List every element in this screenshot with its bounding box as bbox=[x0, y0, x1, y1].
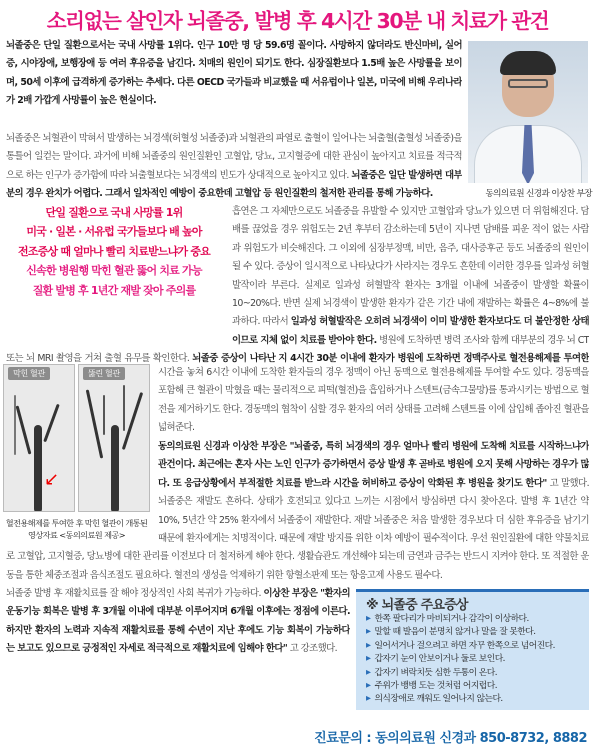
quote-bold: 동의의료원 신경과 이상찬 부장은 "뇌졸중, 특히 뇌경색의 경우 얼마나 빨리 병원에 도착해 치료를 시작하느냐가 관건이다. 최근에는 혼자 사는 노인 인구가 증가하면서 증상 발생 후 곧바로 병원에 오지 못해 사망하는 경우가 많다. 또 응급상황에서 부적절한 치료를 받느라 시간을 허비하고 증상이 악화된 후 병원을 찾기도 한다" bbox=[158, 441, 589, 489]
symptoms-box bbox=[356, 589, 589, 710]
rehab-bold: 이상찬 부장은 "환자의 운동기능 회복은 발병 후 3개월 이내에 대부분 이루어지며 6개월 이후에는 정점에 이른다. 하지만 환자의 노력과 지속적 재활치료를 통해 수년이 지난 후에도 기능 회복이 가능하다는 보고도 있으므로 긍정적인 자세로 적극적으로 재활치료에 임해야 한다" bbox=[6, 588, 350, 655]
risk-text: 흡연은 그 자체만으로도 뇌졸중을 유발할 수 있지만 고혈압과 당뇨가 있으면 더 위험해진다. 담배를 끊었을 경우 위험도는 2년 후부터 감소하는데 5년이 지나면 담배를 피운 적이 없는 사람과 위험도가 비슷해진다. 그 이외에 심장부정맥, 비만, 음주, 대사증후군 등도 뇌졸중의 원인이 될 수 있다. 증상이 일시적으로 나타났다가 사라지는 경우도 흔한데 이러한 경우를 일과성 허혈발작이라 부른다. 실제로 일과성 허혈발작 환자는 3개월 이내에 뇌졸중이 발생할 확률이 10~20%다. 반면 실제 뇌경색이 발생한 환자가 같은 기간 내에 재발하는 확률은 4~8%에 불과하다. 따라서 bbox=[232, 206, 589, 328]
images-caption: 혈전용해제를 투여한 후 막힌 혈관이 개통된 영상자료 <동의의료원 제공> bbox=[5, 518, 148, 540]
scan-opened-tag: 뚫린 혈관 bbox=[83, 367, 125, 380]
paragraph-intro bbox=[6, 37, 462, 130]
paragraph-rehab bbox=[6, 585, 350, 732]
symptom-item: ▶ 주위가 뱅뱅 도는 것처럼 어지럽다. bbox=[366, 680, 555, 693]
scan-blocked-tag: 막힌 혈관 bbox=[8, 367, 50, 380]
callout-line-2: 미국 · 일본 · 서유럽 국가들보다 배 높아 bbox=[26, 225, 202, 239]
treatment-text: 시간을 놓쳐 6시간 이내에 도착한 환자들의 경우 정맥이 아닌 동맥으로 혈전용해제를 투여할 수도 있다. 경동맥을 포함해 큰 혈관이 막혔을 때는 물리적으로 피떡(혈전)을 흡입하거나 스텐트(금속그물망)를 통과시키는 방법으로 혈전을 제거하기도 한다. 경동맥의 협착이 심할 경우 환자의 여러 상태를 고려해 스텐트를 이에 삽입해 좁아진 혈관을 넓혀준다. bbox=[158, 367, 589, 434]
symptom-item: ▶ 갑자기 눈이 안보이거나 둘로 보인다. bbox=[366, 653, 555, 666]
types-text: 뇌졸중은 뇌혈관이 막혀서 발생하는 뇌경색(허혈성 뇌졸중)과 뇌혈관의 파열로 출혈이 일어나는 뇌출혈(출혈성 뇌졸중)을 통틀어 일컫는 말이다. 과거에 비해 뇌졸중의 원인질환인 고혈압, 당뇨, 고지혈증에 대한 관심이 높아지고 치료를 적극적으로 하는 인구가 증가함에 따라 뇌출혈보다는 뇌경색의 빈도가 상대적으로 높아지고 있다. bbox=[6, 133, 462, 181]
doctor-photo bbox=[468, 41, 588, 183]
symptom-item: ▶ 일어서거나 걸으려고 하면 자꾸 한쪽으로 넘어진다. bbox=[366, 640, 555, 653]
symptom-item: ▶ 말할 때 발음이 분명치 않거나 말을 잘 못한다. bbox=[366, 626, 555, 639]
symptom-item: ▶ 갑자기 벼락치듯 심한 두통이 온다. bbox=[366, 667, 555, 680]
headline: 소리없는 살인자 뇌졸중, 발병 후 4시간 30분 내 치료가 관건 bbox=[46, 9, 549, 33]
symptom-item: ▶ 의식장애로 깨워도 일어나지 않는다. bbox=[366, 693, 555, 706]
intro-bold: 뇌졸중은 단일 질환으로서는 국내 사망률 1위다. 인구 10만 명 당 59.6명 꼴이다. 사망하지 않더라도 반신마비, 실어증, 시야장애, 보행장애 등 여러 후유증을 남긴다. 치매의 원인이 되기도 한다. 심장질환보다 1.5배 높은 사망률을 보이며, 50세 이후에 급격하게 증가하는 추세다. 다른 OECD 국가들과 비교했을 때 서유럽이나 일본, 미국에 비해 우리나라가 2배 가깝게 사망률이 높은 현실이다. bbox=[6, 40, 462, 107]
callout-line-3: 전조증상 때 얼마나 빨리 치료받느냐가 중요 bbox=[17, 244, 210, 258]
symptom-item: ▶ 한쪽 팔다리가 마비되거나 감각이 이상하다. bbox=[366, 613, 555, 626]
callout-line-1: 단일 질환으로 국내 사망률 1위 bbox=[45, 206, 183, 219]
paragraph-treatment bbox=[158, 364, 589, 438]
rehab-text-2: 고 강조했다. bbox=[289, 643, 338, 655]
paragraph-quote bbox=[6, 438, 589, 585]
paragraph-risk-flow bbox=[6, 203, 589, 363]
types-bold: 뇌졸중은 일단 발생하면 대부분의 경우 완치가 어렵다. 그래서 일차적인 예방이 중요한데 고혈압 등 원인질환의 철저한 관리를 통해 가능하다. bbox=[6, 169, 462, 200]
contact-info: 진료문의 : 동의의료원 신경과 850-8732, 8882 bbox=[314, 731, 587, 746]
symptoms-title: ※ 뇌졸중 주요증상 bbox=[366, 598, 468, 613]
risk-bold-1: 일과성 허혈발작은 오히려 뇌경색이 이미 발생한 환자보다도 더 불안정한 상태이므로 지체 없이 치료를 받아야 한다. bbox=[232, 316, 589, 346]
quote-text: 고 말했다. 뇌졸중은 재발도 흔하다. 상태가 호전되고 있다고 느끼는 시점에서 방심하면 다시 찾아온다. 발병 후 1년간 약 10%, 5년간 약 25% 환자에서 뇌졸중이 재발한다. 재발 뇌졸중은 처음 발생한 경우보다 더 심한 후유증을 남기기 때문에 환자에게는 치명적이다. 때문에 재발 방지를 위한 이차 예방이 필수적이다. 우선 원인질환에 대한 약물치료로 고혈압, 고지혈증, 당뇨병에 대한 관리를 이전보다 더 철저하게 해야 한다. 생활습관도 개선해야 되는데 금연과 금주는 반드시 지켜야 한다. 또 적절한 운동을 통한 체중조절과 음식조절도 필요하다. 혈전의 생성을 억제하기 위한 항혈소판제 또는 항응고제 사용도 필수다. bbox=[6, 477, 589, 581]
rehab-text: 뇌졸중 발병 후 재활치료를 잘 해야 정상적인 사회 복귀가 가능하다. bbox=[6, 588, 261, 599]
risk-bold-2: 뇌졸중 증상이 나타난 지 4시간 30분 이내에 환자가 병원에 도착하면 정맥주사로 혈전용해제를 투여한 bbox=[192, 353, 589, 363]
photo-caption: 동의의료원 신경과 이상찬 부장 bbox=[485, 189, 592, 199]
risk-text-2: 병원에 도착하면 병력 조사와 함께 대부분의 경우 뇌 CT 또는 뇌 MRI 촬영을 거쳐 출혈 유무를 확인한다. bbox=[6, 334, 589, 363]
paragraph-types bbox=[6, 130, 462, 205]
callout-line-4: 신속한 병원행 막힌 혈관 뚫어 치료 가능 bbox=[26, 264, 202, 278]
arrow-icon: ↙ bbox=[44, 469, 60, 490]
symptoms-list bbox=[366, 613, 555, 707]
callout-line-5: 질환 발병 후 1년간 재발 잦아 주의를 bbox=[32, 283, 196, 297]
